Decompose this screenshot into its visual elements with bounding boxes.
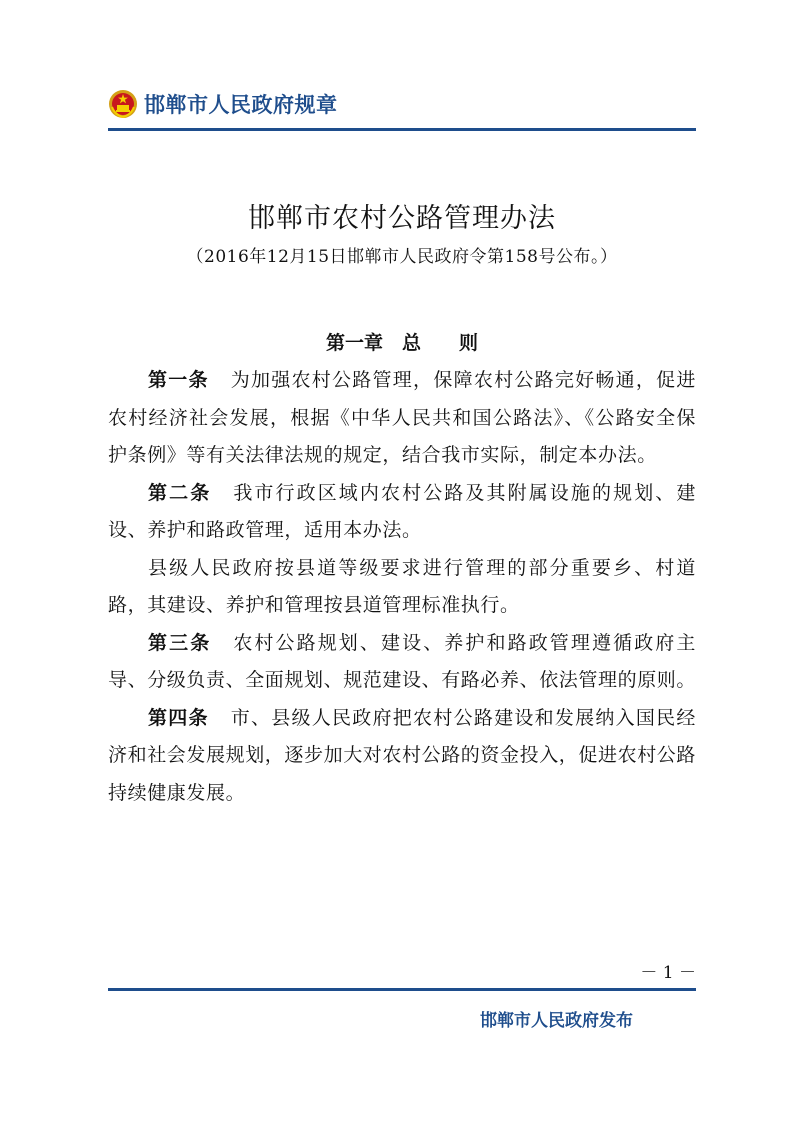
article-paragraph (108, 550, 696, 625)
chapter-heading: 第一章 总 则 (325, 332, 478, 354)
article-paragraph (108, 700, 696, 813)
document-body (108, 362, 696, 812)
article-label: 第四条 (148, 706, 209, 729)
article-text: 市、县级人民政府把农村公路建设和发展纳入国民经济和社会发展规划，逐步加大对农村公路的资金投入，促进农村公路持续健康发展。 (108, 706, 697, 804)
page-number: － 1 － (640, 963, 696, 983)
article-text: 县级人民政府按县道等级要求进行管理的部分重要乡、村道路，其建设、养护和管理按县道管理标准执行。 (108, 556, 696, 616)
article-text: 农村公路规划、建设、养护和路政管理遵循政府主导、分级负责、全面规划、规范建设、有路必养、依法管理的原则。 (108, 631, 697, 691)
article-text: 我市行政区域内农村公路及其附属设施的规划、建设、养护和路政管理，适用本办法。 (108, 481, 696, 541)
national-emblem-icon (108, 89, 138, 119)
article-label: 第三条 (148, 631, 212, 654)
document-subtitle: （2016年12月15日邯郸市人民政府令第158号公布。） (186, 247, 618, 267)
footer-divider (108, 988, 696, 991)
article-label: 第一条 (148, 369, 209, 391)
article-label: 第二条 (148, 481, 212, 504)
article-paragraph (108, 362, 696, 475)
header-title: 邯郸市人民政府规章 (144, 92, 338, 117)
article-text: 为加强农村公路管理，保障农村公路完好畅通，促进农村经济社会发展，根据《中华人民共和国公路法》、《公路安全保护条例》等有关法律法规的规定，结合我市实际，制定本办法。 (108, 369, 696, 466)
header-divider (108, 128, 696, 131)
document-title: 邯郸市农村公路管理办法 (248, 203, 556, 234)
article-paragraph (108, 625, 696, 700)
page-header (108, 84, 338, 124)
article-paragraph (108, 475, 696, 550)
footer-publisher: 邯郸市人民政府发布 (480, 1011, 633, 1031)
